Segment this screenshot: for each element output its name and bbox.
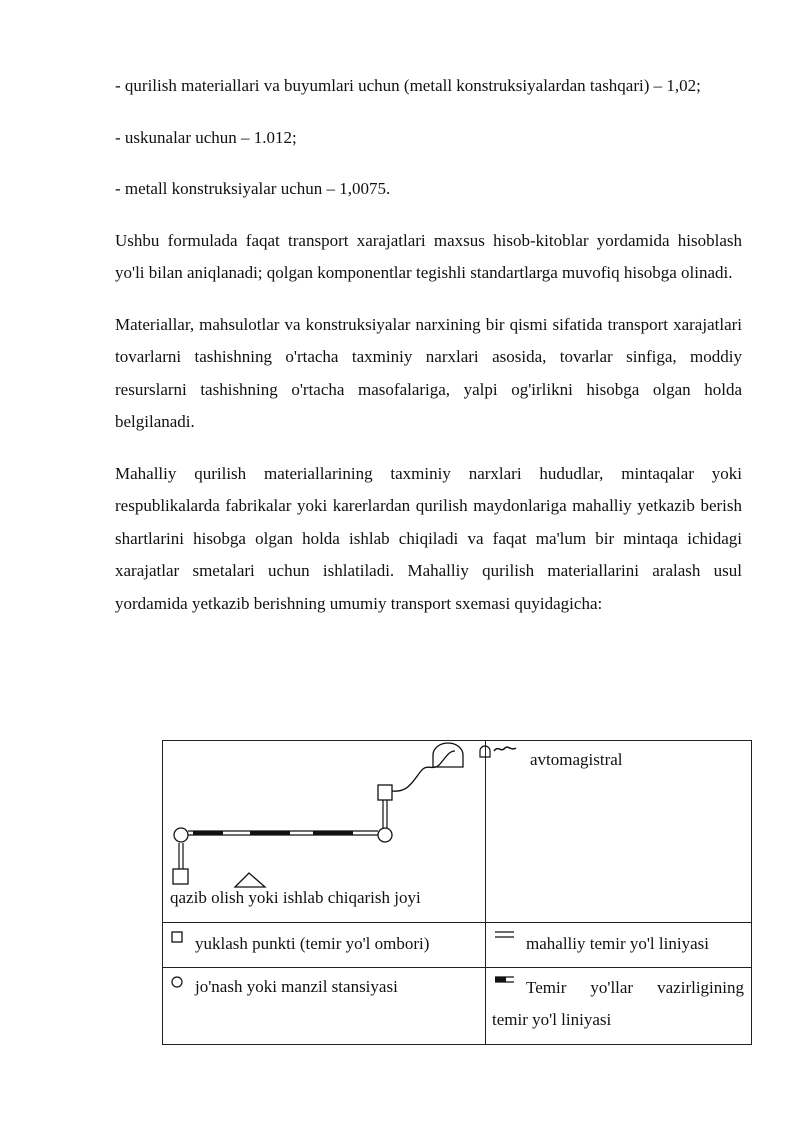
circle-icon: [171, 976, 185, 990]
paragraph-1: - qurilish materiallari va buyumlari uchun (metall konstruksiyalardan tashqari) – 1,02;: [115, 76, 701, 95]
ministry-rail-label: Temir yo'llar vazirligining temir yo'l liniyasi: [492, 978, 744, 1029]
square-icon: [171, 931, 185, 945]
double-line-icon: [494, 929, 518, 943]
loading-point-symbol-left: [173, 869, 188, 884]
transport-scheme-table: [162, 740, 752, 1045]
quarry-symbol: [235, 873, 265, 887]
ministry-rail-legend-cell: [486, 968, 752, 1045]
ministry-rail-segment: [193, 831, 223, 835]
station-symbol-right: [378, 828, 392, 842]
ministry-rail-segment: [250, 831, 290, 835]
station-legend-cell: [163, 968, 486, 1045]
paragraph-6: Mahalliy qurilish materiallarining taxminiy narxlari hududlar, mintaqalar yoki respublikalarda fabrikalar yoki karerlardan qurilish maydonlariga mahalliy yetkazib berish shartlarini hisobga olgan holda ishlab chiqiladi va faqat ma'lum bir mintaqa ichidagi xarajatlar smetalari uchun ishlatiladi. Mahalliy qurilish materiallarini aralash usul yordamida yetkazib berishning umumiy transport sxemasi quyidagicha:: [115, 463, 742, 613]
paragraph-3: - metall konstruksiyalar uchun – 1,0075.: [115, 179, 391, 198]
paragraph-4: Ushbu formulada faqat transport xarajatlari maxsus hisob-kitoblar yordamida hisoblash yo'li bilan aniqlanadi; qolgan komponentlar tegishli standartlarga muvofiq hisobga olinadi.: [115, 230, 742, 282]
station-label: jo'nash yoki manzil stansiyasi: [195, 977, 398, 996]
quarry-label: qazib olish yoki ishlab chiqarish joyi: [170, 888, 421, 907]
paragraph-5: Materiallar, mahsulotlar va konstruksiyalar narxining bir qismi sifatida transport xarajatlari tovarlarni tashishning o'rtacha taxminiy narxlari asosida, tovarlar sinfiga, moddiy resurslarni tashishning o'rtacha masofalariga, yalpi og'irlikni hisobga olgan holda belgilanadi.: [115, 314, 742, 431]
highway-line: [392, 751, 455, 791]
local-rail-legend-cell: [486, 923, 752, 968]
loading-legend-cell: [163, 923, 486, 968]
scheme-diagram-cell: [163, 741, 486, 923]
highway-legend-cell: [486, 741, 752, 923]
ministry-rail-segment: [313, 831, 353, 835]
loading-point-symbol-right: [378, 785, 392, 800]
local-rail-label: mahalliy temir yo'l liniyasi: [526, 934, 709, 953]
station-symbol-left: [174, 828, 188, 842]
highway-icon: [476, 743, 522, 761]
highway-label: avtomagistral: [530, 750, 623, 769]
loading-label: yuklash punkti (temir yo'l ombori): [195, 934, 430, 953]
document-body: [115, 70, 742, 620]
paragraph-2: - uskunalar uchun – 1.012;: [115, 127, 297, 147]
